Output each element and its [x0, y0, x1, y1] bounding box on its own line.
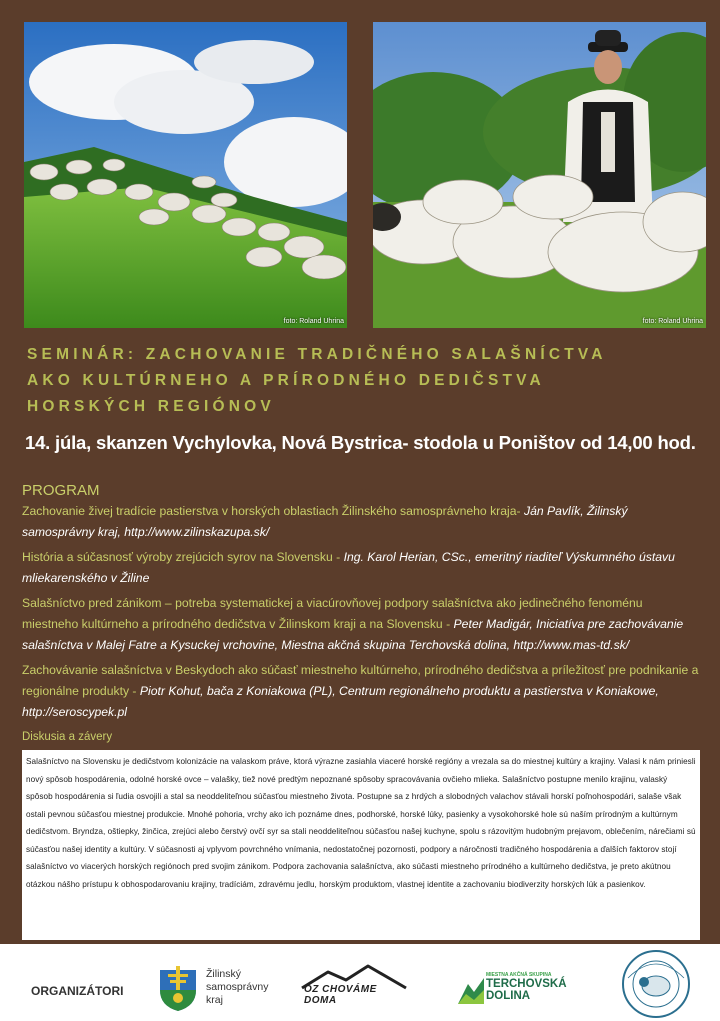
oz-chovame-doma-text: OZ CHOVÁME DOMA — [304, 984, 377, 1006]
sheep-seal-icon — [620, 948, 692, 1020]
program-speaker: Piotr Kohut, bača z Koniakowa (PL), Centrum regionálneho produktu a pastierstva v Koniakowe, http://seroscypek.pl — [22, 684, 659, 719]
program-topic: Salašníctvo pred zánikom – potreba systematickej a viacúrovňovej podpory salašníctva ako jedinečného fenoménu miestneho kultúrneho a prírodného dedičstva v Žilinskom kraji a na Slovensku - — [22, 596, 643, 631]
zsk-line: kraj — [206, 994, 223, 1006]
zilinsky-kraj-name — [206, 968, 268, 1007]
date-location: 14. júla, skanzen Vychylovka, Nová Bystrica- stodola u Poništov od 14,00 hod. — [25, 432, 696, 453]
photo-shepherd — [373, 22, 706, 328]
zsk-line: samosprávny — [206, 981, 269, 993]
program-item — [22, 547, 702, 589]
photo-sheep-hillside — [24, 22, 347, 328]
program-topic: Zachovávanie salašníctva v Beskydoch ako súčasť miestneho kultúrneho, prírodného dedičstva a príležitosť pre podnikanie a regionálne produkty - — [22, 663, 699, 698]
hills-icon — [458, 974, 484, 1004]
program-item — [22, 660, 702, 723]
seminar-title — [27, 342, 707, 420]
zsk-line: Žilinský — [206, 968, 242, 980]
program-discussion: Diskusia a závery — [22, 731, 113, 743]
program-item — [22, 593, 702, 656]
photo-credit: foto: Roland Uhrina — [642, 318, 703, 325]
program-speaker: Ján Pavlík, Žilinský samosprávny kraj, http://www.zilinskazupa.sk/ — [22, 504, 628, 539]
program-topic: Zachovanie živej tradície pastierstva v horských oblastiach Žilinského samosprávneho kraja- — [22, 504, 521, 518]
mas-name-line: TERCHOVSKÁ — [486, 978, 567, 990]
mas-subtitle: MIESTNA AKČNÁ SKUPINA — [486, 972, 552, 978]
seminar-title-line: SEMINÁR: ZACHOVANIE TRADIČNÉHO SALAŠNÍCTVA — [27, 346, 607, 363]
program-section — [22, 482, 702, 752]
zvaz-chovatelov-oviec-logo — [620, 948, 692, 1020]
photo-shepherd-image — [373, 22, 706, 328]
program-item — [22, 501, 702, 543]
zilinsky-kraj-logo — [158, 962, 278, 1012]
seminar-title-line: HORSKÝCH REGIÓNOV — [27, 398, 275, 415]
coat-of-arms-icon — [158, 962, 198, 1012]
seminar-title-line: AKO KULTÚRNEHO A PRÍRODNÉHO DEDIČSTVA — [27, 372, 545, 389]
footer-organizers — [0, 944, 720, 1021]
program-topic: História a súčasnosť výroby zrejúcich syrov na Slovensku - — [22, 550, 341, 564]
about-box — [22, 750, 700, 940]
program-heading: PROGRAM — [22, 482, 100, 499]
photo-credit: foto: Roland Uhrina — [283, 318, 344, 325]
mas-text — [486, 972, 567, 1002]
about-text: Salašníctvo na Slovensku je dedičstvom kolonizácie na valaskom práve, ktorá výrazne zasiahla viaceré horské regióny a vrezala sa do miestnej kultúry a krajiny. Valasi k nám priniesli nový spôsob hospodárenia, odolné horské ovce – valašky, tiež nové predtým nepoznané spôsoby spracovávania ovčieho mlieka. Salašníctvo postupne menilo krajinu, valaský spôsob hospodárenia si ľudia osvojili a stal sa neoddeliteľnou súčasťou miestneho života. Postupne sa z hrdých a slobodných valachov stávali horskí poľnohospodári, salaše však ostali pevnou súčasťou miestnej produkcie. Mnohé pohoria, vrchy ako ich poznáme dnes, podhorské, horské lúky, pasienky a vysokohorské hole sú naším prírodným a kultúrnym dedičstvom. Bryndza, oštiepky, žinčica, zrejúci alebo čerstvý ovčí syr sa stali neoddeliteľnou súčasťou našej kuchyne, spolu s rázovitým hudobným prejavom, oblečením, nárečiami sú súčasťou našej identity a kultúry. V súčasnosti aj vplyvom povrchného vnímania, nedostatočnej pozornosti, podpory a náročnosti tradičného hospodárenia a ďalších faktorov stojí salašníctvo vo viacerých horských regiónoch pred svojim zánikom. Podpora zachovania salašníctva, ako súčasti miestneho prírodného a kultúrneho dedičstva, je preto akútnou otázkou nášho prístupu k obhospodarovaniu krajiny, tradíciám, zdravému jedlu, horským produktom, vlastnej identite a zachovaniu biodiverzity horských lúk a pasienkov. — [26, 757, 696, 889]
mas-terchovska-dolina-logo — [458, 972, 567, 1006]
mas-name-line: DOLINA — [486, 990, 531, 1002]
program-speaker: Ing. Karol Herian, CSc., emeritný riaditeľ Výskumného ústavu mliekarenského v Žiline — [22, 550, 675, 585]
program-speaker: Peter Madigár, Iniciatíva pre zachovávanie salašníctva v Malej Fatre a Kysuckej vrchovine, Miestna akčná skupina Terchovská dolina, http://www.mas-td.sk/ — [22, 617, 684, 652]
organizers-label: ORGANIZÁTORI — [31, 984, 124, 998]
photo-sheep-hillside-image — [24, 22, 347, 328]
oz-chovame-doma-logo — [298, 962, 410, 1010]
